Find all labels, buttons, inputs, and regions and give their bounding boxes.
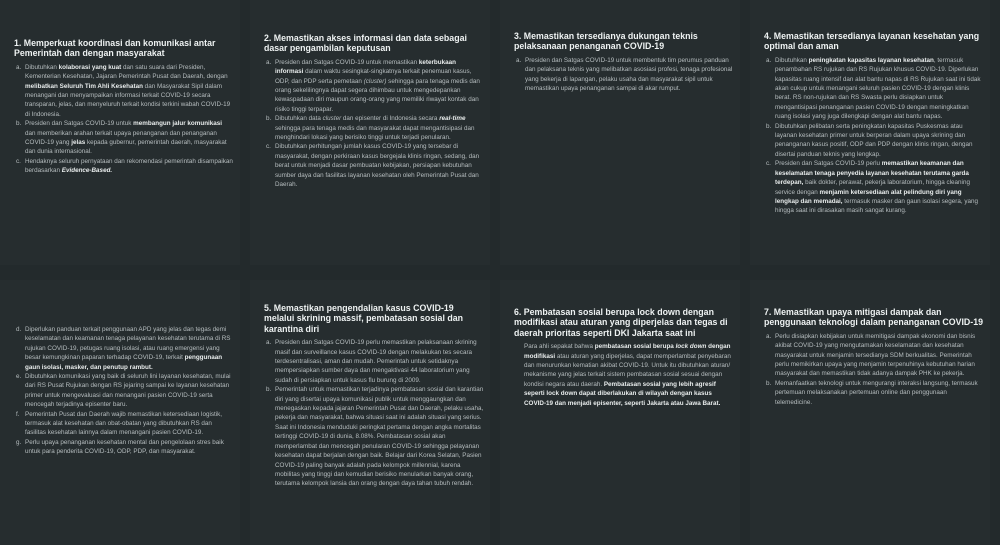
paragraph: Para ahli sepakat bahwa pembatasan sosial berupa lock down dengan modifikasi atau aturan yang diperjelas, dapat memperlambat penyebaran dan menurunkan kematian akibat COVID-19. Untuk itu dibutuhkan aturan/ mekanisme yang jelas terkait sistem pembatasan sosial sesuai dengan kondisi negara atau daerah. Pembatasan sosial yang lebih agresif seperti lock down dapat diberlakukan di wilayah dengan kasus COVID-19 dan menjadi episenter, seperti Jakarta atau Jawa Barat. — [524, 343, 731, 407]
list-item: a. Dibutuhkan peningkatan kapasitas layanan kesehatan, termasuk penambahan RS rujukan dan RS Rujukan khusus COVID-19. Diperlukan kapasitas ruang intensif dan alat bantu napas di RS Rujukan saat ini tidak akan cukup untuk menangani seluruh pasien COVID-19 dengan klinis berat. RS non-rujukan dan RS Swasta perlu disiapkan untuk mengantisipasi penanganan pasien COVID-19 dengan meningkatkan ruang isolasi yang juga dilengkapi dengan alat bantu napas. — [766, 56, 981, 121]
card-title: 5. Memastikan pengendalian kasus COVID-19 melalui skrining massif, pembatasan sosial dan karantina diri — [264, 303, 463, 334]
list-item: b. Dibutuhkan pelibatan serta peningkatan kapasitas Puskesmas atau layanan kesehatan primer untuk berperan dalam upaya skrining dan penanganan kasus positif, ODP dan PDP dengan klinis ringan, dengan disertai panduan teknis yang lengkap. — [766, 122, 973, 158]
list-item: b. Memanfaatkan teknologi untuk mengurangi interaksi langsung, termasuk pertemuan melaksanakan pertemuan online dan penggunaan telemedicine. — [766, 379, 978, 406]
card-title: 4. Memastikan tersedianya layanan kesehatan yang optimal dan aman — [764, 31, 980, 52]
list-item: f. Pemerintah Pusat dan Daerah wajib memastikan ketersediaan logistik, termasuk alat kesehatan dan obat-obatan yang dibutuhkan RS dan fasilitas kesehatan lainnya dalam menangani pasien COVID-19. — [16, 410, 223, 437]
recommendation-card-4 — [750, 0, 990, 265]
card-title: 1. Memperkuat koordinasi dan komunikasi antar Pemerintah dan dengan masyarakat — [14, 38, 216, 59]
list-item: a. Presiden dan Satgas COVID-19 perlu memastikan pelaksanaan skrining masif dan surveillance kasus COVID-19 dengan melakukan tes secara terdesentralisasi, aman dan mudah. Pemerintah untuk setidaknya mempersiapkan sumber daya dan mengaktivasi 44 laboratorium yang sudah di persiapkan untuk kasus flu burung di 2009. — [266, 339, 477, 384]
list-item: g. Perlu upaya penanganan kesehatan mental dan pengelolaan stres baik untuk para penderita COVID-19, ODP, PDP, dan masyarakat. — [16, 438, 224, 456]
list-item: a. Perlu disiapkan kebijakan untuk memitigasi dampak ekonomi dan bisnis akibat COVID-19 yang mengutamakan keselamatan dan kesehatan masyarakat untuk menjamin tersedianya SDM berkualitas. Pemerintah perlu memikirkan upaya yang menjamin terpenuhinya kebutuhan harian masyarakat dan memastikan tidak adanya dampak PHK ke pekerja. — [766, 332, 976, 378]
list-item: d. Diperlukan panduan terkait penggunaan APD yang jelas dan tegas demi keselamatan dan keamanan tenaga pelayanan kesehatan terutama di RS rujukan COVID-19, petugas ruang isolasi, atau ruang emergensi yang besar kemungkinan paparan terhadap COVID-19, terkait penggunaan gaun isolasi, masker, dan penutup rambut. — [16, 326, 231, 371]
recommendation-card-4-continued — [0, 280, 240, 545]
recommendation-card-7 — [750, 280, 990, 545]
list-item: a. Dibutuhkan kolaborasi yang kuat dan satu suara dari Presiden, Kementerian Kesehatan, Jajaran Pemerintah Pusat dan Daerah, dengan melibatkan Seluruh Tim Ahli Kesehatan dan Masyarakat Sipil dalam menangani dan menyampaikan informasi terkait COVID-19 secara transparan, jelas, dan menyeluruh terkait kondisi terkini wabah COVID-19 di Indonesia. — [16, 63, 231, 118]
recommendation-card-6 — [500, 280, 740, 545]
card-title: 6. Pembatasan sosial berupa lock down dengan modifikasi atau aturan yang diperjelas dan tegas di daerah prioritas seperti DKI Jakarta saat ini — [514, 307, 728, 338]
recommendation-card-3 — [500, 0, 740, 265]
list-item: e. Dibutuhkan komunikasi yang baik di seluruh lini layanan kesehatan, mulai dari RS Pusat Rujukan dengan RS jejaring sampai ke layanan kesehatan primer untuk mengevaluasi dan menangani pasien COVID-19 serta mencegah terjadinya episenter baru. — [16, 373, 231, 409]
card-title: 3. Memastikan tersedianya dukungan teknis pelaksanaan penanganan COVID-19 — [514, 31, 698, 52]
recommendation-card-5 — [250, 280, 490, 545]
card-title: 7. Memastikan upaya mitigasi dampak dan penggunaan teknologi dalam penanganan COVID-19 — [764, 307, 983, 328]
list-item: c. Dibutuhkan perhitungan jumlah kasus COVID-19 yang tersebar di masyarakat, dengan perkiraan kasus bergejala klinis ringan, sedang, dan berat untuk menjadi dasar pembuatan kebijakan, persiapan kebutuhan sumber daya dan fasilitas layanan kesehatan oleh Pemerintah Pusat dan Daerah. — [266, 143, 480, 189]
recommendation-card-1 — [0, 0, 240, 265]
list-item: a. Presiden dan Satgas COVID-19 untuk membentuk tim perumus panduan dan pelaksana teknis yang melibatkan asosiasi profesi, tenaga profesional yang bekerja di lapangan, pelaku usaha dan masyarakat sipil untuk memastikan upaya penanganan sampai di akar rumput. — [516, 56, 733, 93]
list-item: b. Pemerintah untuk memastikan terjadinya pembatasan sosial dan karantian diri yang disertai upaya komunikasi publik untuk menggaungkan dan menegaskan kepada jajaran Pemerintah Pusat dan Daerah, pelaku usaha, pekerja dan masyarakat, bahwa situasi saat ini adalah situasi yang serius. Saat ini Indonesia menduduki peringkat pertama dengan angka mortalitas tertinggi COVID-19 di dunia, 8.08%. Pembatasan sosial akan memperlambat dan mencegah penularan COVID-19 sehingga pelayanan kesehatan dapat berjalan dengan baik. Belajar dari Korea Selatan, Pasien COVID-19 paling banyak adalah pada kelompok millennial, karena mobilitas yang tinggi dan kemudian berisiko menularkan banyak orang, terutama kelompok lansia dan orang dengan daya tahan tubuh rendah. — [266, 386, 484, 488]
recommendation-card-2 — [250, 0, 490, 265]
list-item: b. Presiden dan Satgas COVID-19 untuk membangun jalur komunikasi dan memberikan arahan terkait upaya penanganan dan penanganan COVID-19 yang jelas kepada gubernur, pemerintah daerah, masyarakat dan dunia internasional. — [16, 120, 227, 156]
list-item: b. Dibutuhkan data cluster dan episenter di Indonesia secara real-time sehingga para tenaga medis dan masyarakat dapat mengantisipasi dan menghindari lokasi yang berisiko tinggi untuk terjadi penularan. — [266, 115, 475, 142]
list-item: c. Hendaknya seluruh pernyataan dan rekomendasi pemerintah disampaikan berdasarkan Evidence-Based. — [16, 157, 233, 175]
list-item: c. Presiden dan Satgas COVID-19 perlu memastikan keamanan dan keselamatan tenaga penyedia layanan kesehatan terutama garda terdepan, baik dokter, perawat, pekerja laboratorium, hingga cleaning service dengan menjamin ketersediaan alat pelindung diri yang lengkap dan memadai, termasuk masker dan gaun isolasi segera, yang hingga saat ini dirasakan masih sangat kurang. — [766, 160, 979, 215]
card-title: 2. Memastikan akses informasi dan data sebagai dasar pengambilan keputusan — [264, 33, 467, 54]
list-item: a. Presiden dan Satgas COVID-19 untuk memastikan keterbukaan informasi dalam waktu sesingkat-singkatnya terkait penemuan kasus, ODP, dan PDP serta pemetaan (cluster) sehingga para tenaga medis dan orang sekelilingnya dapat segera dihimbau untuk mengedepankan kewaspadaan diri maupun orang-orang yang memiliki riwayat kontak dan risiko tinggi terpapar. — [266, 58, 480, 113]
